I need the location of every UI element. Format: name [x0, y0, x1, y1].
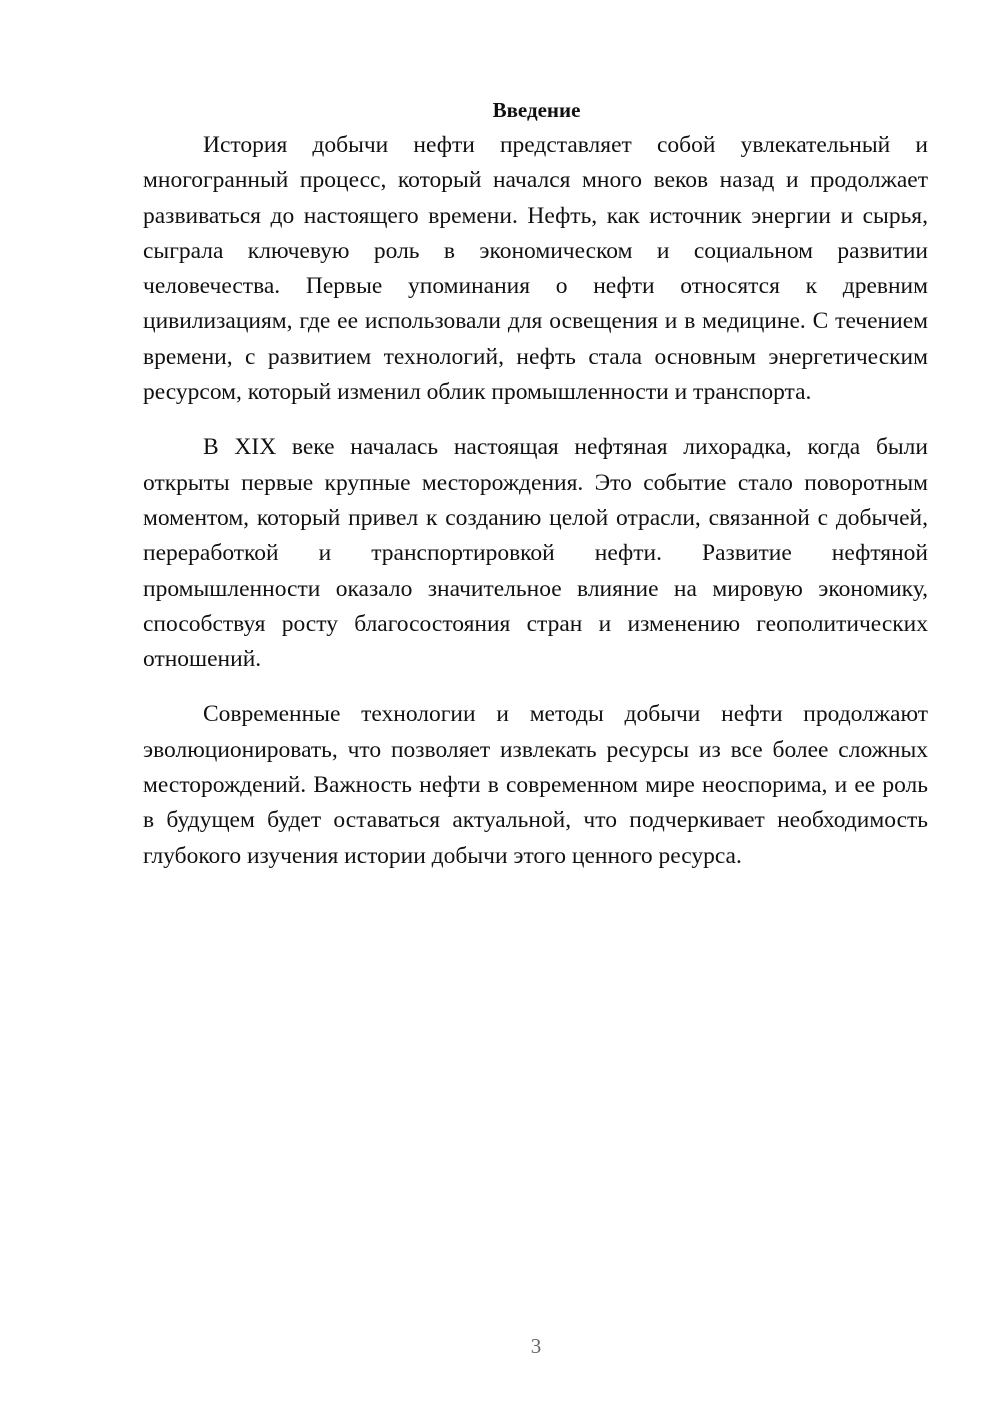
paragraph-2: В XIX веке началась настоящая нефтяная лихорадка, когда были открыты первые крупные месторождения. Это событие стало поворотным моментом, который привел к созданию целой отрасли, связанной с добычей, переработкой и транспортировкой нефти. Развитие нефтяной промышленности оказало значительное влияние на мировую экономику, способствуя росту благосостояния стран и изменению геополитических отношений.: [143, 434, 928, 673]
page-content: [143, 93, 928, 874]
page-number: 3: [530, 1334, 542, 1358]
paragraph-3: Современные технологии и методы добычи нефти продолжают эволюционировать, что позволяет извлекать ресурсы из все более сложных месторождений. Важность нефти в современном мире неоспорима, и ее роль в будущем будет оставаться актуальной, что подчеркивает необходимость глубокого изучения истории добычи этого ценного ресурса.: [143, 701, 928, 869]
paragraph-1: История добычи нефти представляет собой увлекательный и многогранный процесс, который начался много веков назад и продолжает развиваться до настоящего времени. Нефть, как источник энергии и сырья, сыграла ключевую роль в экономическом и социальном развитии человечества. Первые упоминания о нефти относятся к древним цивилизациям, где ее использовали для освещения и в медицине. С течением времени, с развитием технологий, нефть стала основным энергетическим ресурсом, который изменил облик промышленности и транспорта.: [143, 132, 928, 406]
page-title: Введение: [492, 98, 581, 122]
